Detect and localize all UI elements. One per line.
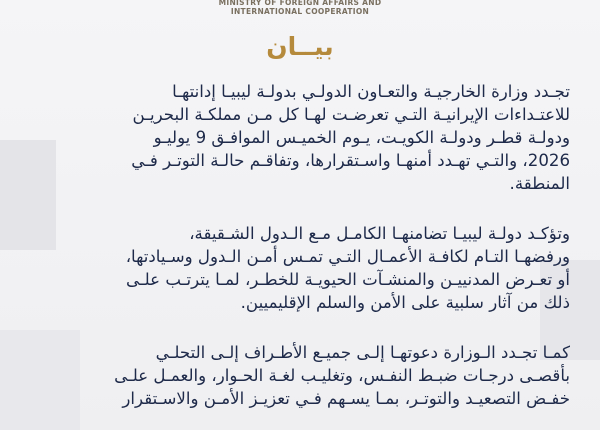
- paragraph: [30, 80, 570, 195]
- paragraph: [30, 341, 570, 410]
- text-line: كمـا تجـدد الـوزارة دعوتهـا إلـى جميـع الأطـراف إلـى التحلـي: [155, 343, 570, 362]
- text-line: المنطقة.: [509, 174, 570, 193]
- text-line: للاعتـداءات الإيرانيـة التـي تعرضـت لهـا كل مـن مملكـة البحريـن: [132, 105, 570, 124]
- ministry-name-line: MINISTRY OF FOREIGN AFFAIRS AND: [218, 0, 382, 7]
- statement-body: [30, 80, 570, 430]
- text-line: بأقصـى درجـات ضبـط النفـس، وتغليـب لغـة الحـوار، والعمـل علـى: [114, 366, 570, 385]
- text-line: وتؤكـد دولـة ليبيـا تضامنهـا الكامـل مـع الـدول الشـقيقة،: [189, 224, 570, 243]
- text-line: أو تعـرض المدنييـن والمنشـآت الحيويـة للخطـر، لمـا يترتـب علـى: [125, 270, 570, 289]
- statement-title: بيــان: [266, 32, 334, 61]
- text-line: 2026، والتـي تهـدد أمنهـا واسـتقرارها، وتفاقـم حالـة التوتـر فـي: [131, 151, 570, 170]
- ministry-header: [0, 0, 600, 16]
- text-line: خفـض التصعيـد والتوتـر، بمـا يسـهم فـي تعزيـز الأمـن والاسـتقرار: [122, 389, 570, 408]
- text-line: تجـدد وزارة الخارجيـة والتعـاون الدولـي بدولـة ليبيـا إدانتهـا: [172, 82, 570, 101]
- ministry-name-line: INTERNATIONAL COOPERATION: [230, 7, 370, 16]
- paragraph: [30, 222, 570, 314]
- text-line: ودولـة قطـر ودولـة الكويـت، يـوم الخميـس الموافـق 9 يوليـو: [153, 128, 570, 147]
- text-line: ذلك من آثار سلبية على الأمن والسلم الإقليميين.: [240, 293, 570, 312]
- text-line: ورفضهـا التـام لكافـة الأعمـال التـي تمـس أمـن الـدول وسـيادتها،: [125, 247, 570, 266]
